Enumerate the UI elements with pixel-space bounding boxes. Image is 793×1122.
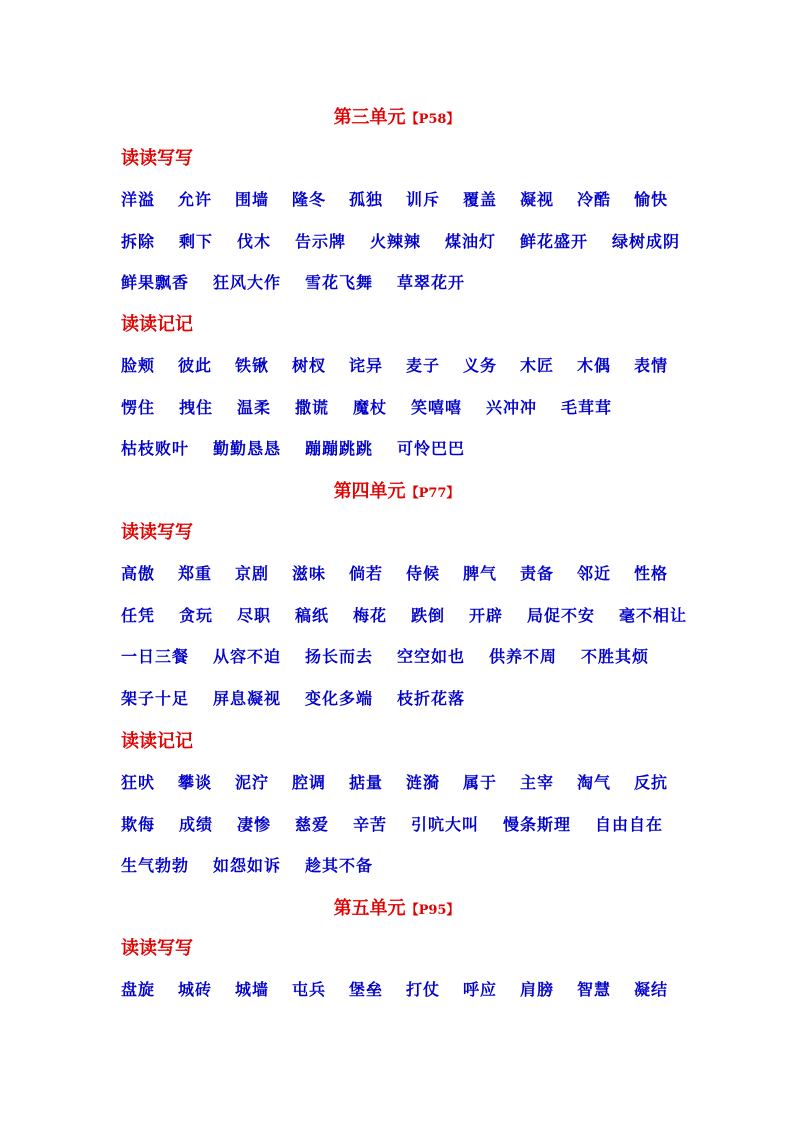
vocabulary-word: 腔调 xyxy=(292,773,327,792)
vocabulary-word: 稿纸 xyxy=(295,605,330,625)
word-row xyxy=(121,854,681,878)
vocabulary-word: 从容不迫 xyxy=(213,647,282,667)
vocabulary-word: 孤独 xyxy=(349,190,384,209)
vocabulary-word: 毫不相让 xyxy=(619,605,688,625)
vocabulary-word: 泥泞 xyxy=(235,773,270,792)
vocabulary-word: 堡垒 xyxy=(349,980,384,999)
vocabulary-word: 梅花 xyxy=(353,605,388,625)
vocabulary-word: 滋味 xyxy=(292,564,327,583)
vocabulary-word: 扬长而去 xyxy=(305,647,374,667)
vocabulary-word: 麦子 xyxy=(406,356,441,375)
vocabulary-word: 屏息凝视 xyxy=(213,689,282,709)
page-reference: 【P95】 xyxy=(405,903,460,918)
word-row xyxy=(121,437,681,461)
vocabulary-word: 供养不周 xyxy=(489,647,558,667)
word-row xyxy=(121,978,681,1002)
word-row xyxy=(121,813,681,837)
vocabulary-word: 反抗 xyxy=(634,773,669,792)
vocabulary-word: 魔杖 xyxy=(353,397,388,417)
vocabulary-word: 欺侮 xyxy=(121,814,156,834)
vocabulary-word: 慢条斯理 xyxy=(503,814,572,834)
vocabulary-word: 枝折花落 xyxy=(397,689,466,709)
vocabulary-word: 掂量 xyxy=(349,773,384,792)
vocabulary-word: 绿树成阴 xyxy=(612,231,681,251)
vocabulary-word: 任凭 xyxy=(121,605,156,625)
vocabulary-word: 城墙 xyxy=(235,980,270,999)
vocabulary-word: 愣住 xyxy=(121,397,156,417)
vocabulary-word: 温柔 xyxy=(237,397,272,417)
vocabulary-word: 狂吠 xyxy=(121,773,156,792)
vocabulary-word: 撒谎 xyxy=(295,397,330,417)
vocabulary-word: 拽住 xyxy=(179,397,214,417)
vocabulary-word: 生气勃勃 xyxy=(121,856,190,876)
vocabulary-word: 倘若 xyxy=(349,564,384,583)
vocabulary-word: 树杈 xyxy=(292,356,327,375)
vocabulary-word: 京剧 xyxy=(235,564,270,583)
vocabulary-word: 凄惨 xyxy=(237,814,272,834)
vocabulary-word: 屯兵 xyxy=(292,980,327,999)
word-row xyxy=(121,604,688,628)
vocabulary-word: 笑嘻嘻 xyxy=(411,397,463,417)
word-row xyxy=(121,230,681,254)
word-row xyxy=(121,771,681,795)
vocabulary-word: 木偶 xyxy=(577,356,612,375)
vocabulary-word: 兴冲冲 xyxy=(486,397,538,417)
vocabulary-word: 拆除 xyxy=(121,231,156,251)
vocabulary-word: 自由自在 xyxy=(595,814,664,834)
vocabulary-word: 属于 xyxy=(463,773,498,792)
vocabulary-word: 变化多端 xyxy=(305,689,374,709)
vocabulary-word: 呼应 xyxy=(463,980,498,999)
vocabulary-word: 如怨如诉 xyxy=(213,856,282,876)
vocabulary-word: 隆冬 xyxy=(292,190,327,209)
vocabulary-word: 愉快 xyxy=(634,190,669,209)
vocabulary-word: 狂风大作 xyxy=(213,273,282,293)
vocabulary-word: 趁其不备 xyxy=(305,856,374,876)
section-heading: 读读写写 xyxy=(121,148,193,169)
vocabulary-word: 鲜花盛开 xyxy=(520,231,589,251)
vocabulary-word: 彼此 xyxy=(178,356,213,375)
vocabulary-word: 剩下 xyxy=(179,231,214,251)
vocabulary-word: 局促不安 xyxy=(527,605,596,625)
word-row xyxy=(121,687,681,711)
vocabulary-word: 淘气 xyxy=(577,773,612,792)
vocabulary-word: 脸颊 xyxy=(121,356,156,375)
section-heading: 读读写写 xyxy=(121,522,193,543)
word-row xyxy=(121,645,681,669)
unit-title-text: 第四单元 xyxy=(333,481,406,502)
vocabulary-word: 辛苦 xyxy=(353,814,388,834)
vocabulary-word: 不胜其烦 xyxy=(581,647,650,667)
vocabulary-word: 空空如也 xyxy=(397,647,466,667)
vocabulary-word: 铁锹 xyxy=(235,356,270,375)
section-heading: 读读记记 xyxy=(121,731,193,752)
vocabulary-word: 允许 xyxy=(178,190,213,209)
vocabulary-word: 侍候 xyxy=(406,564,441,583)
vocabulary-word: 伐木 xyxy=(237,231,272,251)
vocabulary-word: 诧异 xyxy=(349,356,384,375)
unit-title xyxy=(0,480,793,506)
vocabulary-word: 凝视 xyxy=(520,190,555,209)
page-reference: 【P77】 xyxy=(405,486,460,501)
word-row xyxy=(121,188,681,212)
vocabulary-word: 涟漪 xyxy=(406,773,441,792)
vocabulary-word: 郑重 xyxy=(178,564,213,583)
vocabulary-word: 表情 xyxy=(634,356,669,375)
vocabulary-word: 枯枝败叶 xyxy=(121,439,190,459)
vocabulary-word: 成绩 xyxy=(179,814,214,834)
page-reference: 【P58】 xyxy=(405,112,460,127)
vocabulary-word: 打仗 xyxy=(406,980,441,999)
section-heading: 读读写写 xyxy=(121,938,193,959)
unit-title xyxy=(0,106,793,132)
unit-title-text: 第五单元 xyxy=(333,898,406,919)
vocabulary-word: 覆盖 xyxy=(463,190,498,209)
word-row xyxy=(121,271,681,295)
word-row xyxy=(121,562,681,586)
vocabulary-word: 跌倒 xyxy=(411,605,446,625)
vocabulary-word: 鲜果飘香 xyxy=(121,273,190,293)
word-row xyxy=(121,396,681,420)
vocabulary-word: 木匠 xyxy=(520,356,555,375)
section-heading: 读读记记 xyxy=(121,314,193,335)
vocabulary-word: 可怜巴巴 xyxy=(397,439,466,459)
vocabulary-word: 性格 xyxy=(634,564,669,583)
unit-title xyxy=(0,897,793,923)
vocabulary-word: 引吭大叫 xyxy=(411,814,480,834)
vocabulary-word: 智慧 xyxy=(577,980,612,999)
vocabulary-word: 围墙 xyxy=(235,190,270,209)
vocabulary-word: 肩膀 xyxy=(520,980,555,999)
vocabulary-word: 勤勤恳恳 xyxy=(213,439,282,459)
vocabulary-word: 火辣辣 xyxy=(370,231,422,251)
vocabulary-word: 开辟 xyxy=(469,605,504,625)
vocabulary-word: 蹦蹦跳跳 xyxy=(305,439,374,459)
vocabulary-word: 告示牌 xyxy=(295,231,347,251)
vocabulary-word: 主宰 xyxy=(520,773,555,792)
vocabulary-word: 凝结 xyxy=(634,980,669,999)
vocabulary-word: 脾气 xyxy=(463,564,498,583)
vocabulary-word: 贪玩 xyxy=(179,605,214,625)
vocabulary-word: 一日三餐 xyxy=(121,647,190,667)
vocabulary-word: 责备 xyxy=(520,564,555,583)
word-row xyxy=(121,354,681,378)
vocabulary-word: 攀谈 xyxy=(178,773,213,792)
vocabulary-word: 盘旋 xyxy=(121,980,156,999)
vocabulary-word: 尽职 xyxy=(237,605,272,625)
unit-title-text: 第三单元 xyxy=(333,107,406,128)
vocabulary-word: 架子十足 xyxy=(121,689,190,709)
vocabulary-word: 草翠花开 xyxy=(397,273,466,293)
vocabulary-word: 城砖 xyxy=(178,980,213,999)
vocabulary-word: 毛茸茸 xyxy=(561,397,613,417)
vocabulary-word: 洋溢 xyxy=(121,190,156,209)
vocabulary-word: 冷酷 xyxy=(577,190,612,209)
vocabulary-word: 慈爱 xyxy=(295,814,330,834)
vocabulary-word: 高傲 xyxy=(121,564,156,583)
vocabulary-word: 义务 xyxy=(463,356,498,375)
vocabulary-word: 煤油灯 xyxy=(445,231,497,251)
vocabulary-word: 雪花飞舞 xyxy=(305,273,374,293)
vocabulary-word: 训斥 xyxy=(406,190,441,209)
vocabulary-word: 邻近 xyxy=(577,564,612,583)
